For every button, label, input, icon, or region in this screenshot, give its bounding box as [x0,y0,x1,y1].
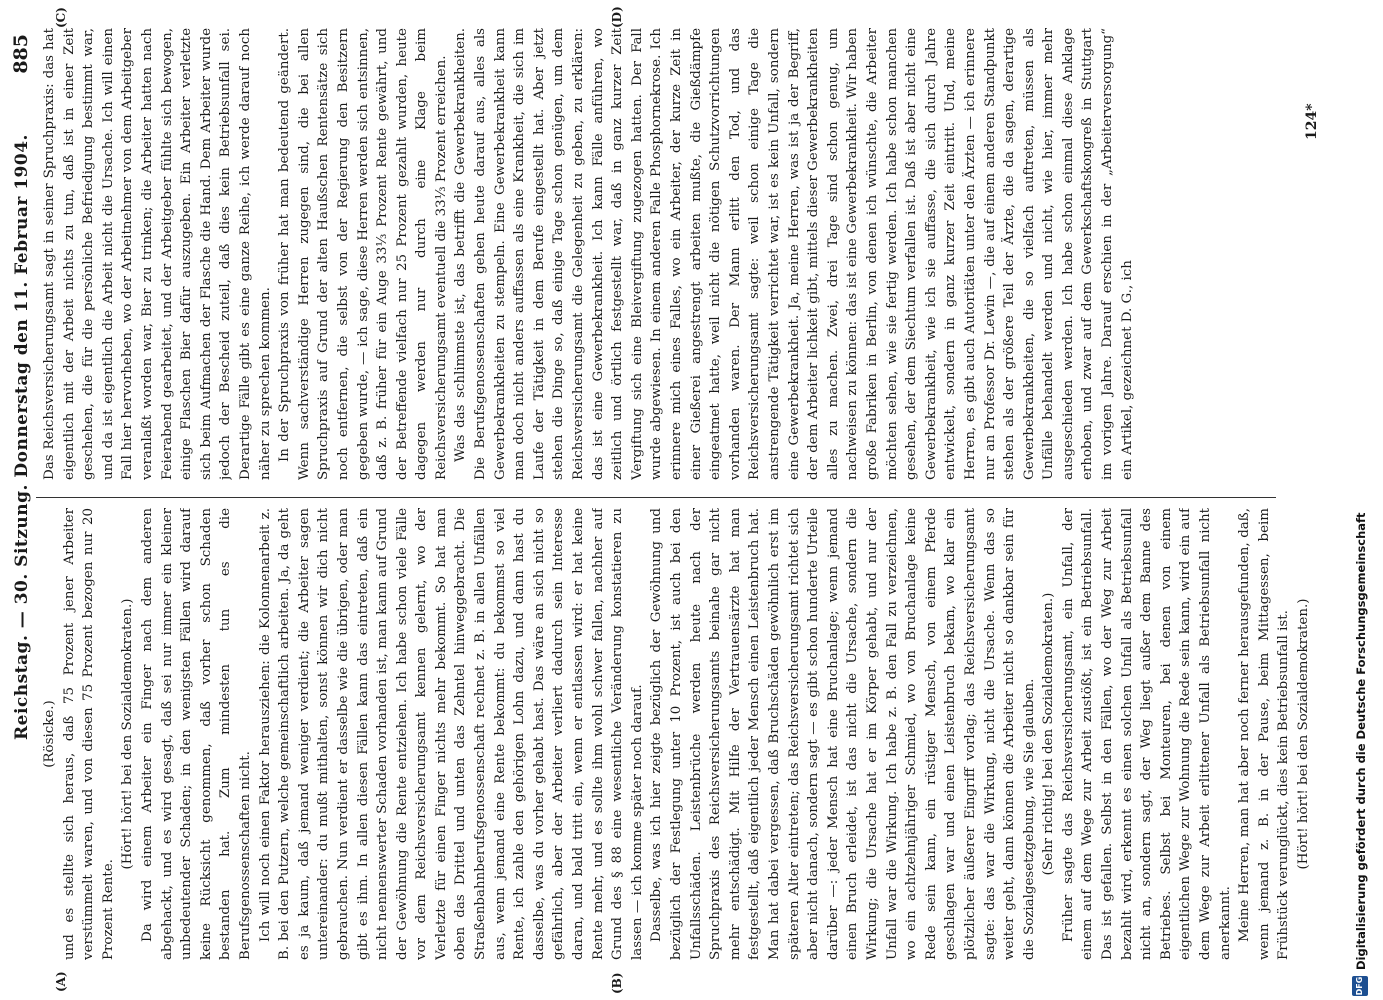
column-divider [36,497,1276,498]
margin-mark-a: (A) [54,971,68,992]
interjection: (Hört! hört! bei den Sozialdemokraten.) [1296,598,1311,870]
digitization-credit [1350,0,1374,1000]
right-column [40,28,1340,480]
header-title: Reichstag. — 30. Sitzung. Donnerstag den 11. Februar 1904. [12,134,32,740]
paragraph: Ich will noch einen Faktor herausziehen: die Kolonnenarbeit z. B. bei den Putzern, welche gemeinschaftlich arbeiten. Ja, da geht es ja kaum, daß jemand weniger verdient; die Arbeiter sagen untereinander: du mußt mithalten, sonst können wir dich nicht gebrauchen. Nun verdient er dasselbe wie die übrigen, oder man gibt es ihm. In allen diesen Fällen kann das eintreten, daß ein nicht nennenswerter Schaden vorhanden ist, man kann auf Grund der Gewöhnung die Rente entziehen. Ich habe schon viele Fälle vor dem Reichsversicherungsamt kennen gelernt, wo der Verletzte für einen Finger nichts mehr bekommt. So hat man oben das Drittel und unten das Zehntel hinweggebracht. Die Straßenbahnberufsgenossenschaft rechnet z. B. in allen Unfällen aus, wenn jemand eine Rente bekommt: du bekommst so viel Rente, ich zahle den gehörigen Lohn dazu, und dann hast du dasselbe, was du vorher gehabt hast. Das wäre an sich nicht so gefährlich, aber der Arbeiter verliert dadurch sein Interesse daran, und bald tritt ein, wenn er entlassen wird: er hat keine Rente mehr, und es sollte ihm wohl schwer fallen, nachher auf Grund des § 88 eine wesentliche Veränderung konstatieren zu lassen — ich komme später noch darauf. [257,508,645,960]
margin-mark-d: (D) [610,6,624,28]
page-header [8,30,38,970]
left-column [40,508,1340,960]
page-number: 885 [10,34,32,74]
paragraph: Da wird einem Arbeiter ein Finger nach dem anderen abgehackt, und es wird gesagt, daß sei nur immer ein kleiner unbedeutender Schaden; in den wenigsten Fällen wird darauf keine Rücksicht genommen, daß vorher schon Schaden bestanden hat. Zum mindesten tun es die Berufsgenossenschaften nicht. [139,508,253,960]
paragraph: In der Spruchpraxis von früher hat man bedeutend geändert. Wenn sachverständige Herren zugegen sind, die bei allen Spruchpraxis auf Grund der alten Haußschen Rentensätze sich noch entfernen, die selbst von der Regierung den Besitzern gegeben wurde, — ich sage, diese Herren werden sich entsinnen, daß z. B. früher für ein Auge 33⅓ Prozent Rente gewährt, und der Betreffende vielfach nur 25 Prozent gezahlt wurden, heute dagegen werden nur durch eine Klage beim Reichsversicherungsamt eventuell die 33⅓ Prozent erreichen. [277,28,449,480]
margin-mark-c: (C) [54,7,68,28]
paragraph: Meine Herren, man hat aber noch ferner herausgefunden, daß, wenn jemand z. B. in der Pause, beim Mittagessen, beim Frühstück verunglückt, dies kein Betriebsunfall ist. [1237,508,1292,960]
paragraph: Dasselbe, was ich hier zeigte bezüglich der Gewöhnung und bezüglich der Festlegung unter 10 Prozent, ist auch bei den Unfallsschäden. Leistenbrüche werden heute nach der Spruchpraxis des Reichsversicherungsamts beinahe gar nicht mehr entschädigt. Mit Hilfe der Vertrauensärzte hat man festgestellt, daß eigentlich jeder Mensch einen Leistenbruch hat. Man hat dabei vergessen, daß Bruchschäden gewöhnlich erst im späteren Alter eintreten; das Reichsversicherungsamt richtet sich aber nicht danach, sondern sagt — es gibt schon hunderte Urteile darüber —: jeder Mensch hat eine Bruchanlage; wenn jemand einen Bruch erleidet, ist das nicht die Ursache, sondern die Wirkung; die Ursache hat er im Körper gehabt, und nur der Unfall war die Wirkung. Ich habe z. B. den Fall zu verzeichnen, wo ein achtzehnjähriger Schmied, wo von Bruchanlage keine Rede sein kann, ein rüstiger Mensch, von einem Pferde geschlagen war und einen Leistenbruch bekam, wo klar ein plötzlicher äußerer Eingriff vorlag; das Reichsversicherungsamt sagte: das war die Wirkung, nicht die Ursache. Wenn das so weiter geht, dann können die Arbeiter nicht so dankbar sein für die Sozialgesetzgebung, wie Sie glauben. [649,508,1037,960]
paragraph: Das Reichsversicherungsamt sagt in seiner Spruchpraxis: das hat eigentlich mit der Arbeit nichts zu tun, daß ist in einer Zeit geschehen, die für die persönliche Befriedigung bestimmt war, und da ist eigentlich die Arbeit nicht die Ursache. Ich will einen Fall hier hervorheben, wo der Arbeitnehmer von dem Arbeitgeber veranlaßt worden war, Bier zu trinken; die Arbeiter hatten nach Feierabend gearbeitet, und der Arbeitgeber fühlte sich bewogen, einige Flaschen Bier dafür auszugeben. Ein Arbeiter verletzte sich beim Aufmachen der Flasche die Hand. Dem Arbeiter wurde jedoch der Bescheid zuteil, daß dies kein Betriebsunfall sei. Derartige Fälle gibt es eine ganze Reihe, ich werde darauf noch näher zu sprechen kommen. [42,28,273,480]
paragraph: Was das schlimmste ist, das betrifft die Gewerbekrankheiten. Die Berufsgenossenschaften gehen heute darauf aus, alles als Gewerbekrankheiten zu stempeln. Eine Gewerbekrankheit kann man doch nicht anders auffassen als eine Krankheit, die sich im Laufe der Tätigkeit in dem Berufe eingestellt hat. Aber jetzt stehen die Dinge so, daß einige Tage schon genügen, um dem Reichsversicherungsamt die Gelegenheit zu geben, zu erklären: das ist eine Gewerbekrankheit. Ich kann Fälle anführen, wo zeitlich und örtlich festgestellt war, daß in ganz kurzer Zeit Vergiftung sich eine Bleivergiftung zugezogen hatten. Der Fall wurde abgewiesen. In einem anderen Falle Phosphornekrose. Ich erinnere mich eines Falles, wo ein Arbeiter, der kurze Zeit in einer Gießerei angestrengt arbeiten mußte, die Gießdämpfe eingeatmet hatte, weil nicht die nötigen Schutzvorrichtungen vorhanden waren. Der Mann erlitt den Tod, und das Reichsversicherungsamt sagte: weil schon einige Tage die anstrengende Tätigkeit verrichtet war, ist es kein Unfall, sondern eine Gewerbekrankheit. Ja, meine Herren, was ist ja der Begriff, der dem Arbeiter lichkeit gibt, mittels dieser Gewerbekrankheiten alles zu machen. Zwei, drei Tage sind schon genug, um nachweisen zu können: das ist eine Gewerbekrankheit. Wir haben große Fabriken in Berlin, von denen ich wünschte, die Arbeiter möchten sehen, wie sie fertig werden. Ich habe schon manchen gesehen, der dem Siechtum verfallen ist. Daß ist aber nicht eine Gewerbekrankheit, wie ich sie auffasse, die sich durch Jahre entwickelt, sondern in ganz kurzer Zeit eintritt. Und, meine Herren, es gibt auch Autoritäten unter den Ärzten — ich erinnere nur an Professor Dr. Lewin —, die auf einem anderen Standpunkt stehen als der größere Teil der Ärzte, die da sagen, derartige Gewerbekrankheiten, die so vielfach auftreten, müssen als Unfälle behandelt werden und nicht, wie hier, immer mehr ausgeschieden werden. Ich habe schon einmal diese Anklage erhoben, und zwar auf dem Gewerkschaftskongreß in Stuttgart im vorigen Jahre. Darauf erschien in der „Arbeiterversorgung“ ein Artikel, gezeichnet D. G., ich [453,28,1135,480]
dfg-logo-icon: DFG [1352,976,1368,996]
paragraph: und es stellte sich heraus, daß 75 Prozent jener Arbeiter verstümmelt waren, und von diesen 75 Prozent bezogen nur 20 Prozent Rente. [61,508,116,960]
margin-mark-b: (B) [610,972,624,994]
interjection: (Hört! hört! bei den Sozialdemokraten.) [120,598,136,870]
speaker-label: (Rösicke.) [42,700,57,768]
credit-text: Digitalisierung gefördert durch die Deutsche Forschungsgemeinschaft [1354,512,1368,970]
interjection: (Sehr richtig! bei den Sozialdemokraten.) [1041,592,1057,876]
signature-mark: 124* [1304,103,1320,140]
paragraph: Früher sagte das Reichsversicherungsamt, ein Unfall, der einem auf dem Wege zur Arbeit zustößt, ist ein Betriebsunfall. Das ist gefallen. Selbst in den Fällen, wo der Weg zur Arbeit bezahlt wird, erkennt es einen solchen Unfall als Betriebsunfall nicht an, sondern sagt, der Weg liegt außer dem Banne des Betriebes. Selbst bei Monteuren, bei denen von einem eigentlichen Wege zur Wohnung die Rede sein kann, wird ein auf dem Wege zur Arbeit erlittener Unfall als Betriebsunfall nicht anerkannt. [1060,508,1233,960]
